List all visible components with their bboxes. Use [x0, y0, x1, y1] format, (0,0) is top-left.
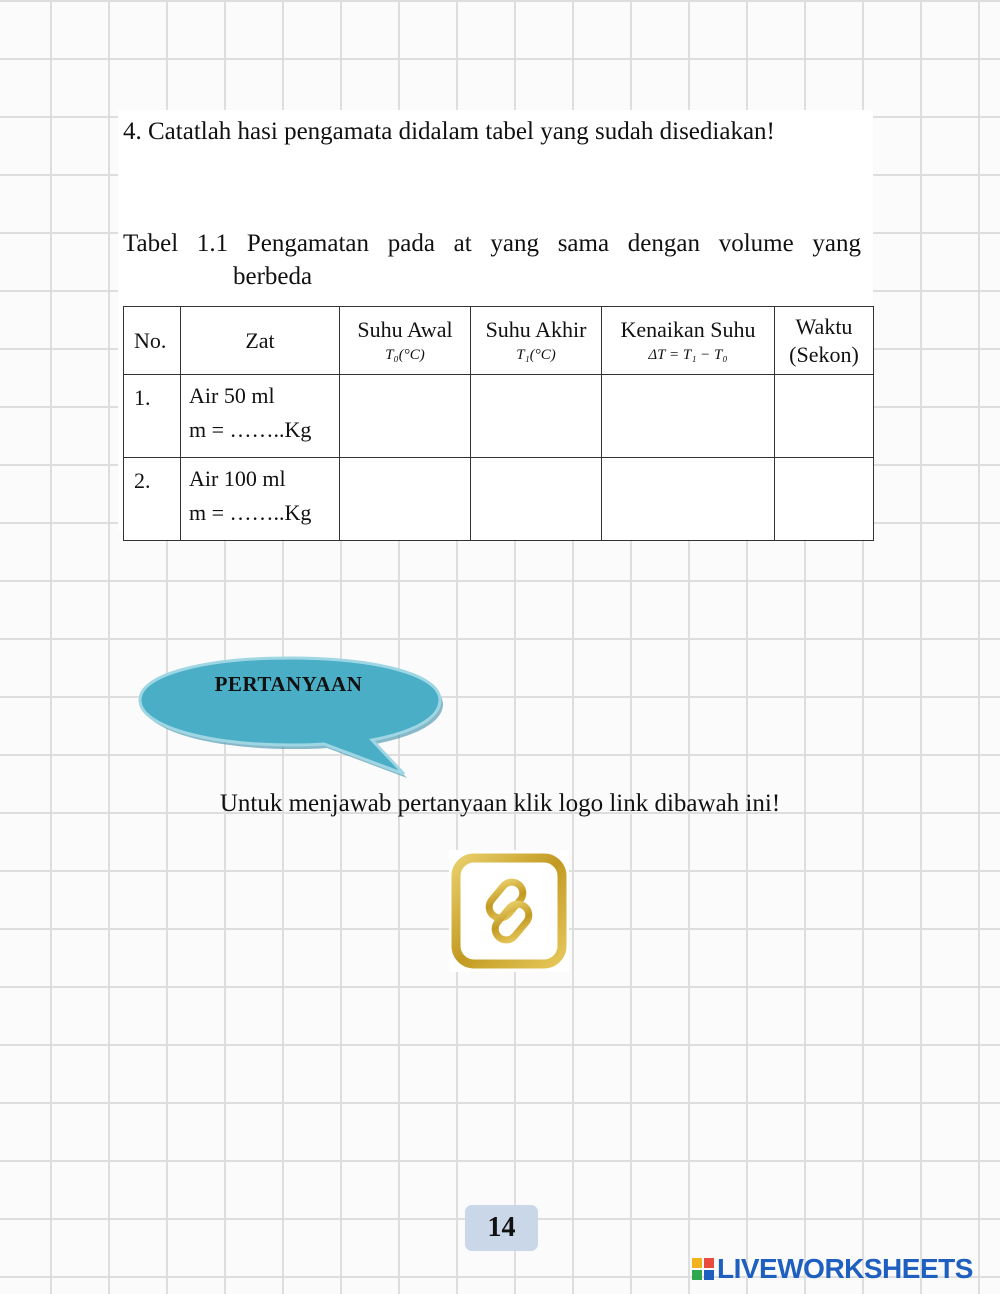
table-row [124, 458, 874, 541]
page-number: 14 [465, 1205, 538, 1251]
liveworksheets-brand [692, 1252, 973, 1286]
symbol-t1: T₁(°C) [516, 346, 556, 363]
header-waktu-unit: (Sekon) [789, 341, 859, 367]
table-caption-line1: Tabel 1.1 Pengamatan pada at yang sama dengan volume yang [123, 230, 861, 257]
instruction-text: 4. Catatlah hasi pengamata didalam tabel yang sudah disediakan! [123, 118, 775, 145]
header-suhu-awal: Suhu Awal T₀(°C) [340, 307, 471, 375]
link-button[interactable] [449, 850, 569, 972]
cell-kenaikan-suhu[interactable] [602, 375, 775, 458]
cell-no: 1. [124, 375, 181, 458]
header-waktu: Waktu (Sekon) [775, 307, 874, 375]
cell-no: 2. [124, 458, 181, 541]
link-chain-icon [449, 850, 569, 972]
cell-zat [181, 375, 340, 458]
cell-suhu-akhir[interactable] [471, 375, 602, 458]
header-kenaikan-suhu: Kenaikan Suhu ΔT = T₁ − T₀ [602, 307, 775, 375]
pertanyaan-label: PERTANYAAN [214, 672, 363, 696]
question-prompt: Untuk menjawab pertanyaan klik logo link dibawah ini! [219, 790, 781, 817]
symbol-delta-t: ΔT = T₁ − T₀ [648, 346, 728, 363]
table-row [124, 375, 874, 458]
header-zat: Zat [181, 307, 340, 375]
speech-bubble-icon [134, 650, 446, 780]
cell-kenaikan-suhu[interactable] [602, 458, 775, 541]
table-header-row [124, 307, 874, 375]
table-caption-line2: berbeda [233, 263, 313, 290]
symbol-t0: T₀(°C) [385, 346, 425, 363]
cell-waktu[interactable] [775, 458, 874, 541]
zat-mass: m = ……..Kg [189, 500, 312, 525]
cell-suhu-awal[interactable] [340, 458, 471, 541]
cell-suhu-akhir[interactable] [471, 458, 602, 541]
zat-name: Air 100 ml [189, 466, 286, 491]
cell-waktu[interactable] [775, 375, 874, 458]
liveworksheets-logo-icon [692, 1258, 714, 1280]
cell-suhu-awal[interactable] [340, 375, 471, 458]
observation-table [123, 306, 874, 541]
header-no: No. [124, 307, 181, 375]
zat-name: Air 50 ml [189, 383, 275, 408]
cell-zat [181, 458, 340, 541]
brand-text: LIVEWORKSHEETS [717, 1253, 973, 1284]
header-suhu-akhir: Suhu Akhir T₁(°C) [471, 307, 602, 375]
zat-mass: m = ……..Kg [189, 417, 312, 442]
